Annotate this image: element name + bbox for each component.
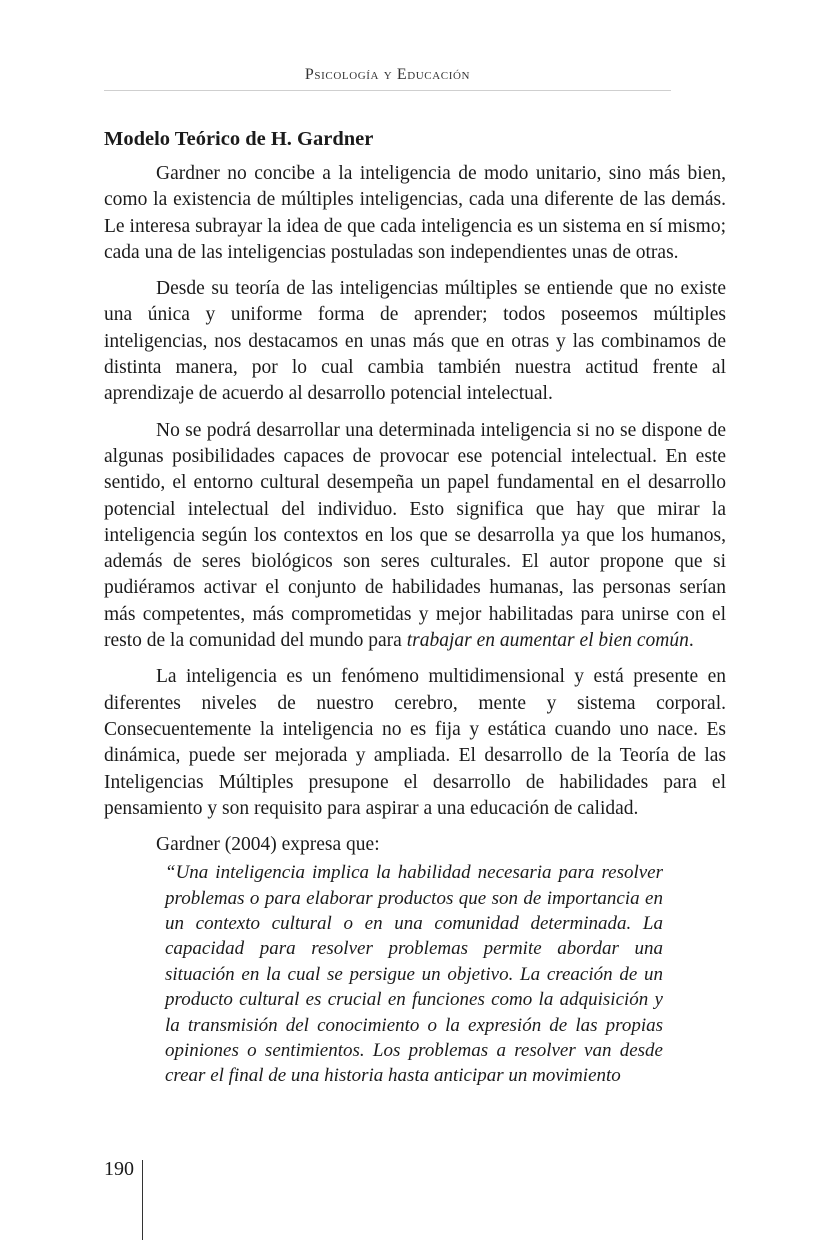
header-divider (104, 90, 671, 91)
section-title: Modelo Teórico de H. Gardner (104, 128, 374, 150)
paragraph-1: Gardner no concibe a la inteligencia de modo unitario, sino más bien, como la existencia de múltiples inteligencias, cada una diferente de las demás. Le interesa subrayar la idea de que cada inteligencia es un sistema en sí mismo; cada una de las inteligencias postuladas son independientes unas de otras. (104, 163, 726, 263)
block-quote: “Una inteligencia implica la habilidad necesaria para resolver problemas o para elaborar productos que son de importancia en un contexto cultural o en una comunidad determinada. La capacidad para resolver problemas permite abordar una situación en la cual se persigue un objetivo. La creación de un producto cultural es crucial en funciones como la adquisición y la transmisión del conocimiento o la expresión de las propias opiniones o sentimientos. Los problemas a resolver van desde crear el final de una historia hasta anticipar un movimiento (165, 862, 663, 1087)
page-body (104, 125, 726, 1089)
paragraph-3-emphasis: trabajar en aumentar el bien común (406, 630, 689, 652)
quote-intro: Gardner (2004) expresa que: (156, 834, 380, 856)
paragraph-3 (104, 418, 726, 655)
page-number: 190 (104, 1158, 134, 1180)
footer-vertical-rule (142, 1160, 143, 1240)
paragraph-2: Desde su teoría de las inteligencias múltiples se entiende que no existe una única y uniforme forma de aprender; todos poseemos múltiples inteligencias, nos destacamos en unas más que en otras y las combinamos de distinta manera, por lo cual cambia también nuestra actitud frente al aprendizaje de acuerdo al desarrollo potencial intelectual. (104, 278, 726, 405)
paragraph-4: La inteligencia es un fenómeno multidimensional y está presente en diferentes niveles de nuestro cerebro, mente y sistema corporal. Consecuentemente la inteligencia no es fija y estática cuando uno nace. Es dinámica, puede ser mejorada y ampliada. El desarrollo de la Teoría de las Inteligencias Múltiples presupone el desarrollo de habilidades para el pensamiento y son requisito para aspirar a una educación de calidad. (104, 666, 726, 819)
paragraph-3-end: . (688, 630, 694, 652)
paragraph-3-text: No se podrá desarrollar una determinada inteligencia si no se dispone de algunas posibilidades capaces de provocar ese potencial intelectual. En este sentido, el entorno cultural desempeña un papel fundamental en el desarrollo potencial intelectual del individuo. Esto significa que hay que mirar la inteligencia según los contextos en los que se desarrolla ya que los humanos, además de seres biológicos son seres culturales. El autor propone que si pudiéramos activar el conjunto de habilidades humanas, las personas serían más competentes, más comprometidas y mejor habilitadas para unirse con el resto de la comunidad del mundo para (104, 419, 726, 652)
running-head: Psicología y Educación (304, 66, 471, 83)
